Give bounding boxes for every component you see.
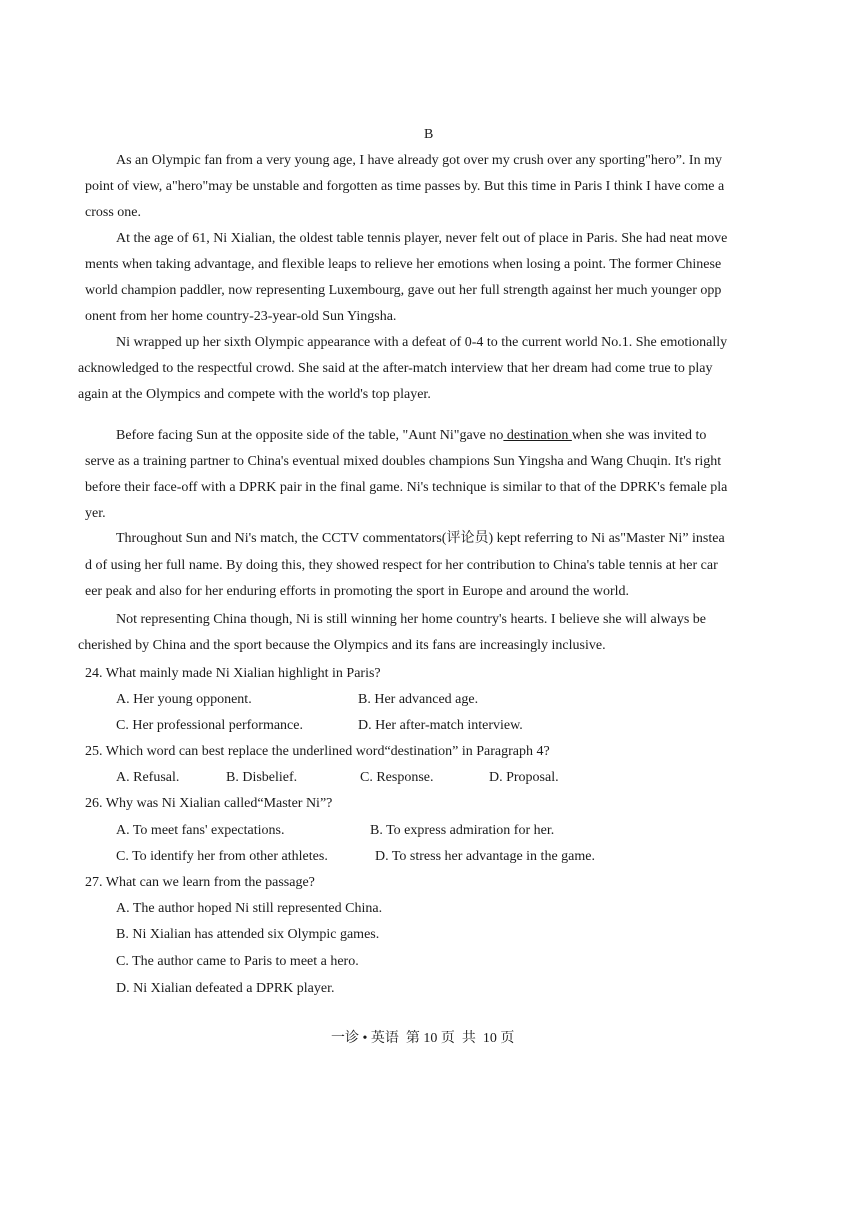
- answer-option: C. To identify her from other athletes.: [116, 849, 328, 864]
- answer-option: A. Refusal.: [116, 770, 180, 785]
- text-line: Not representing China though, Ni is still winning her home country's hearts. I believe she will always be: [116, 612, 707, 627]
- answer-option: B. Her advanced age.: [358, 692, 479, 707]
- text-line: Ni wrapped up her sixth Olympic appearance with a defeat of 0-4 to the current world No.1. She emotionally: [116, 335, 728, 350]
- text-line: cherished by China and the sport because the Olympics and its fans are increasingly inclusive.: [78, 638, 606, 653]
- text-line: again at the Olympics and compete with the world's top player.: [78, 387, 431, 402]
- answer-option: D. Her after-match interview.: [358, 718, 523, 733]
- text-line: acknowledged to the respectful crowd. She said at the after-match interview that her dream had come true to play: [78, 361, 713, 376]
- text-segment: when she was invited to: [571, 428, 707, 443]
- section-heading: B: [424, 127, 434, 142]
- question-stem: 24. What mainly made Ni Xialian highlight in Paris?: [85, 666, 381, 681]
- answer-option: A. The author hoped Ni still represented China.: [116, 901, 383, 916]
- text-line: onent from her home country-23-year-old Sun Yingsha.: [85, 309, 397, 324]
- question-stem: 27. What can we learn from the passage?: [85, 875, 315, 890]
- text-line: At the age of 61, Ni Xialian, the oldest table tennis player, never felt out of place in Paris. She had neat move: [116, 231, 728, 246]
- text-line: yer.: [85, 506, 106, 521]
- answer-option: C. The author came to Paris to meet a hero.: [116, 954, 359, 969]
- underlined-word: destination: [503, 428, 572, 443]
- answer-option: D. Proposal.: [489, 770, 559, 785]
- text-line: ments when taking advantage, and flexible leaps to relieve her emotions when losing a point. The former Chinese: [85, 257, 722, 272]
- text-line: before their face-off with a DPRK pair in the final game. Ni's technique is similar to that of the DPRK's female pla: [85, 480, 728, 495]
- answer-option: B. To express admiration for her.: [370, 823, 555, 838]
- page-footer: 一诊 • 英语 第 10 页 共 10 页: [331, 1031, 515, 1046]
- text-line: serve as a training partner to China's eventual mixed doubles champions Sun Yingsha and Wang Chuqin. It's right: [85, 454, 722, 469]
- text-line: [116, 428, 706, 444]
- answer-option: C. Her professional performance.: [116, 718, 303, 733]
- question-stem: 26. Why was Ni Xialian called“Master Ni”?: [85, 796, 333, 811]
- answer-option: B. Disbelief.: [226, 770, 298, 785]
- text-line: cross one.: [85, 205, 141, 220]
- text-line: Throughout Sun and Ni's match, the CCTV commentators(评论员) kept referring to Ni as"Master Ni” instea: [116, 531, 725, 546]
- answer-option: D. Ni Xialian defeated a DPRK player.: [116, 981, 335, 996]
- answer-option: A. Her young opponent.: [116, 692, 252, 707]
- answer-option: D. To stress her advantage in the game.: [375, 849, 595, 864]
- text-line: world champion paddler, now representing Luxembourg, gave out her full strength against her much younger opp: [85, 283, 722, 298]
- text-line: eer peak and also for her enduring efforts in promoting the sport in Europe and around the world.: [85, 584, 630, 599]
- text-line: point of view, a"hero"may be unstable and forgotten as time passes by. But this time in Paris I think I have come a: [85, 179, 725, 194]
- text-segment: Before facing Sun at the opposite side of the table, "Aunt Ni"gave no: [116, 428, 504, 443]
- answer-option: A. To meet fans' expectations.: [116, 823, 285, 838]
- text-line: d of using her full name. By doing this, they showed respect for her contribution to China's table tennis at her car: [85, 558, 718, 573]
- answer-option: B. Ni Xialian has attended six Olympic games.: [116, 927, 380, 942]
- text-line: As an Olympic fan from a very young age, I have already got over my crush over any sporting"hero”. In my: [116, 153, 722, 168]
- question-stem: 25. Which word can best replace the underlined word“destination” in Paragraph 4?: [85, 744, 550, 759]
- answer-option: C. Response.: [360, 770, 434, 785]
